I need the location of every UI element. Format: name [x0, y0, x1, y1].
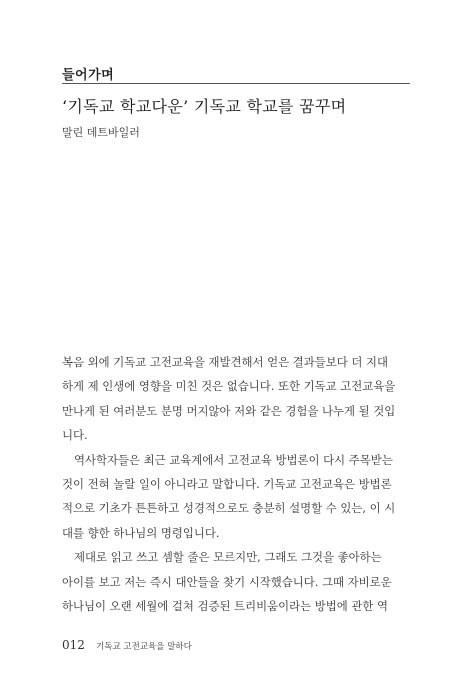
body-line: 하나님이 오랜 세월에 걸쳐 검증된 트리비움이라는 방법에 관한 역 — [62, 599, 389, 614]
book-title: 기독교 고전교육을 말하다 — [96, 642, 192, 652]
body-text — [62, 350, 410, 618]
section-label: 들어가며 — [62, 68, 115, 83]
body-line: 만나게 된 여러분도 분명 머지않아 저와 같은 경험을 나누게 될 것입 — [62, 403, 396, 418]
page-number: 012 — [62, 638, 85, 652]
author-name: 말린 데트바일러 — [62, 126, 140, 139]
body-line: 복음 외에 기독교 고전교육을 재발견해서 얻은 결과들보다 더 지대 — [62, 355, 389, 369]
chapter-title: ‘기독교 학교다운’ 기독교 학교를 꿈꾸며 — [62, 97, 347, 116]
body-line: 아이를 보고 저는 즉시 대안들을 찾기 시작했습니다. 그때 자비로운 — [62, 574, 392, 589]
page-footer — [62, 638, 192, 652]
body-line: 제대로 읽고 쓰고 셈할 줄은 모르지만, 그래도 그것을 좋아하는 — [74, 550, 382, 565]
body-line: 역사학자들은 최근 교육계에서 고전교육 방법론이 다시 주목받는 — [74, 452, 393, 467]
body-line: 대를 향한 하나님의 명령입니다. — [62, 525, 220, 540]
body-line: 니다. — [62, 428, 88, 443]
header-divider — [62, 83, 410, 84]
body-line: 적으로 기초가 튼튼하고 성경적으로도 충분히 설명할 수 있는, 이 시 — [62, 501, 396, 516]
body-line: 하게 제 인생에 영향을 미친 것은 없습니다. 또한 기독교 고전교육을 — [62, 379, 396, 394]
body-line: 것이 전혀 놀랄 일이 아니라고 말합니다. 기독교 고전교육은 방법론 — [62, 477, 392, 492]
